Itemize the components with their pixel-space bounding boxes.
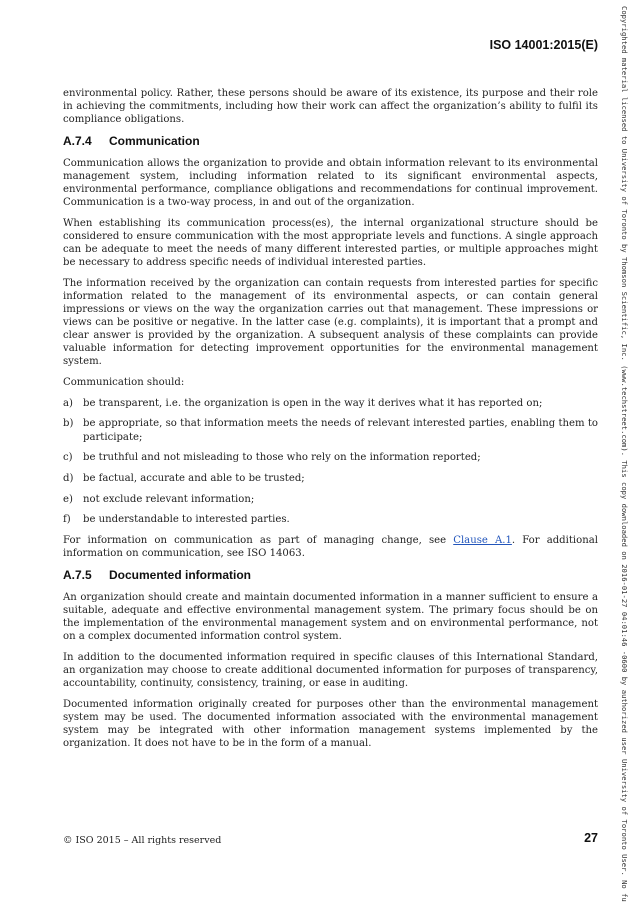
- list-item: [63, 397, 598, 410]
- list-item-text: be truthful and not misleading to those who rely on the information reported;: [83, 452, 481, 464]
- list-item-label: c): [63, 452, 73, 464]
- page-number: 27: [584, 831, 598, 845]
- footer-copyright: © ISO 2015 – All rights reserved: [63, 835, 222, 846]
- paragraph: Communication allows the organization to provide and obtain information relevant to its environmental management system, including information related to its significant environmental aspects, environmental performance, compliance obligations and recommendations for continual improvement. Communication is a two-way process, in and out of the organization.: [63, 157, 598, 209]
- license-side-notice: Copyrighted material licensed to University of Toronto by Thomson Scientific, Inc. (www.techstreet.com). This copy downloaded on 2016-01-27 04:01:46 -0600 by authorized user University of Toronto User. No fu: [620, 6, 629, 902]
- list-item: [63, 417, 598, 443]
- list-item-text: be appropriate, so that information meets the needs of relevant interested parties, enabling them to participate;: [83, 418, 598, 443]
- paragraph: In addition to the documented information required in specific clauses of this International Standard, an organization may choose to create additional documented information for purposes of transparency, accountability, continuity, consistency, training, or ease in auditing.: [63, 651, 598, 689]
- list-item-label: a): [63, 397, 73, 409]
- paragraph: Documented information originally created for purposes other than the environmental management system may be used. The documented information associated with the environmental management system may be integrated with other information management systems implemented by the organization. It does not have to be in the form of a manual.: [63, 698, 598, 749]
- section-number: A.7.5: [63, 567, 92, 582]
- section-title: Documented information: [109, 567, 252, 582]
- paragraph: The information received by the organization can contain requests from interested parties for specific information related to the management of its environmental aspects, or can contain general impressions or views on the way the organization carries out that management. These impressions or views can be positive or negative. In the latter case (e.g. complaints), it is important that a prompt and clear answer is provided by the organization. A subsequent analysis of these complaints can provide valuable information for detecting improvement opportunities for the environmental management system.: [63, 277, 598, 368]
- list-item: [63, 472, 598, 485]
- section-number: A.7.4: [63, 133, 92, 148]
- closing-text-after: . For additional information on communication, see ISO 14063.: [63, 534, 598, 560]
- closing-paragraph: [63, 534, 598, 560]
- paragraph: An organization should create and maintain documented information in a manner sufficient to ensure a suitable, adequate and effective environmental management system. The primary focus should be on the implementation of the environmental management system and on environmental performance, not on a complex documented information control system.: [63, 591, 598, 643]
- section-heading-communication: [63, 134, 598, 149]
- list-item-label: b): [63, 418, 74, 430]
- list-item: [63, 493, 598, 506]
- closing-text-before: For information on communication as part of managing change, see: [63, 534, 454, 546]
- section-title: Communication: [109, 133, 200, 148]
- list-intro: Communication should:: [63, 377, 185, 389]
- list-item-text: be understandable to interested parties.: [83, 514, 290, 526]
- page-content: [63, 87, 598, 758]
- list-item-label: d): [63, 472, 74, 484]
- clause-a1-link[interactable]: Clause A.1: [453, 534, 512, 546]
- standard-id-header: ISO 14001:2015(E): [489, 38, 598, 52]
- list-item-text: be transparent, i.e. the organization is open in the way it derives what it has reported on;: [83, 397, 543, 409]
- list-item-label: e): [63, 493, 73, 505]
- intro-paragraph: environmental policy. Rather, these persons should be aware of its existence, its purpose and their role in achieving the commitments, including how their work can affect the organization’s ability to fulfil its compliance obligations.: [63, 88, 598, 126]
- list-item: [63, 513, 598, 526]
- list-item-text: be factual, accurate and able to be trusted;: [83, 472, 305, 484]
- list-item-label: f): [63, 514, 71, 526]
- paragraph: When establishing its communication process(es), the internal organizational structure should be considered to ensure communication with the most appropriate levels and functions. A single approach can be adequate to meet the needs of many different interested parties, or multiple approaches might be necessary to address specific needs of individual interested parties.: [63, 217, 598, 269]
- section-heading-documented-information: [63, 568, 598, 583]
- list-item: [63, 451, 598, 464]
- list-item-text: not exclude relevant information;: [83, 493, 255, 505]
